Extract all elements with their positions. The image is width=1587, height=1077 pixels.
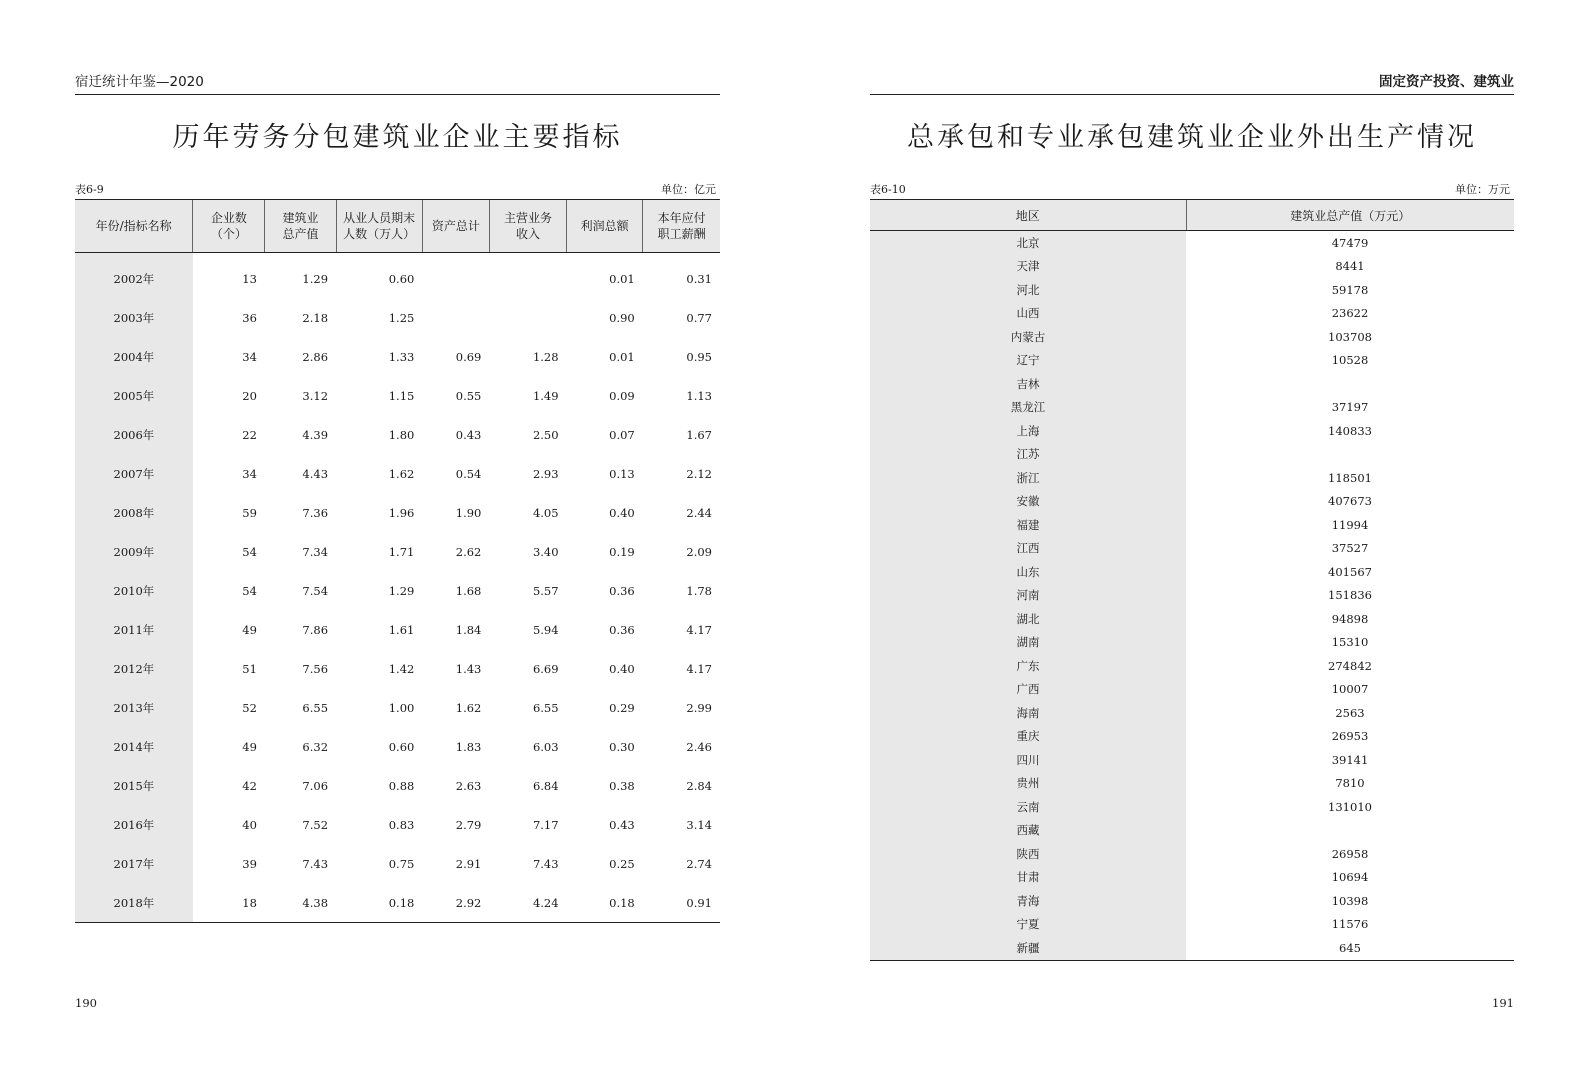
table-row <box>75 376 720 415</box>
table-row <box>870 419 1514 443</box>
value-cell: 40 <box>242 817 257 832</box>
value-cell: 2.12 <box>686 466 712 481</box>
value-cell: 3.40 <box>532 544 559 559</box>
value-cell: 1.80 <box>388 427 415 442</box>
value-cell: 1.62 <box>388 466 415 481</box>
value-cell: 1.28 <box>532 349 559 364</box>
value-cell: 1.71 <box>388 544 415 559</box>
region-cell: 浙江 <box>870 466 1186 490</box>
value-cell: 2.79 <box>455 817 482 832</box>
region-cell: 天津 <box>870 255 1186 279</box>
region-cell: 北京 <box>870 231 1186 255</box>
value-cell: 0.19 <box>609 544 635 559</box>
table-row <box>870 584 1514 608</box>
year-cell: 2008年 <box>75 493 193 532</box>
value-cell: 7.43 <box>302 856 329 871</box>
table-row <box>870 631 1514 655</box>
value-cell: 0.43 <box>609 817 635 832</box>
value-cell <box>1186 443 1514 467</box>
year-cell: 2010年 <box>75 571 193 610</box>
value-cell: 0.01 <box>609 349 635 364</box>
value-cell: 0.31 <box>686 271 712 286</box>
value-cell: 13 <box>242 271 257 286</box>
value-cell: 1.84 <box>455 622 482 637</box>
value-cell: 54 <box>242 544 257 559</box>
value-cell: 1.49 <box>532 388 559 403</box>
value-cell: 0.54 <box>455 466 482 481</box>
table-row <box>75 454 720 493</box>
value-cell: 22 <box>242 427 257 442</box>
value-cell: 8441 <box>1335 259 1365 274</box>
page-title-left: 历年劳务分包建筑业企业主要指标 <box>172 122 623 153</box>
region-cell: 西藏 <box>870 819 1186 843</box>
table-meta-left <box>75 183 720 199</box>
value-cell: 0.43 <box>455 427 482 442</box>
value-cell: 2.44 <box>686 505 712 520</box>
table-row <box>75 766 720 805</box>
page-number-left: 190 <box>75 996 97 1010</box>
table-row <box>75 571 720 610</box>
value-cell: 7.86 <box>302 622 329 637</box>
region-cell: 广东 <box>870 654 1186 678</box>
value-cell: 1.42 <box>388 661 415 676</box>
value-cell: 4.05 <box>532 505 559 520</box>
column-header: 主营业务 收入 <box>489 200 566 253</box>
value-cell: 4.43 <box>302 466 329 481</box>
value-cell: 6.69 <box>532 661 559 676</box>
value-cell: 0.36 <box>609 622 635 637</box>
value-cell: 0.60 <box>388 271 415 286</box>
value-cell: 0.83 <box>388 817 415 832</box>
value-cell: 34 <box>242 466 257 481</box>
region-cell: 内蒙古 <box>870 325 1186 349</box>
value-cell: 7.36 <box>302 505 329 520</box>
region-cell: 贵州 <box>870 772 1186 796</box>
value-cell: 6.32 <box>302 739 329 754</box>
table-number: 表6-9 <box>75 183 104 196</box>
value-cell: 5.94 <box>532 622 559 637</box>
year-cell: 2018年 <box>75 883 193 923</box>
value-cell: 37527 <box>1331 541 1369 556</box>
value-cell: 47479 <box>1331 235 1369 250</box>
value-cell: 4.17 <box>686 661 712 676</box>
column-header: 利润总额 <box>567 200 643 253</box>
value-cell: 0.30 <box>609 739 635 754</box>
value-cell: 0.77 <box>686 310 712 325</box>
table-row <box>870 302 1514 326</box>
region-cell: 江西 <box>870 537 1186 561</box>
value-cell: 5.57 <box>532 583 559 598</box>
table-row <box>870 795 1514 819</box>
value-cell: 7.17 <box>532 817 559 832</box>
value-cell: 2.46 <box>686 739 712 754</box>
value-cell: 54 <box>242 583 257 598</box>
value-cell: 0.01 <box>609 271 635 286</box>
value-cell <box>1186 819 1514 843</box>
region-cell: 江苏 <box>870 443 1186 467</box>
region-cell: 山西 <box>870 302 1186 326</box>
table-row <box>870 490 1514 514</box>
region-cell: 青海 <box>870 889 1186 913</box>
table-row <box>870 325 1514 349</box>
table-row <box>870 372 1514 396</box>
value-cell: 4.38 <box>265 883 336 923</box>
region-cell: 重庆 <box>870 725 1186 749</box>
table-row <box>870 913 1514 937</box>
value-cell: 131010 <box>1328 799 1372 814</box>
outbound-production-table <box>870 199 1514 961</box>
year-cell: 2003年 <box>75 298 193 337</box>
value-cell: 10398 <box>1331 893 1369 908</box>
labor-subcontract-table <box>75 199 720 923</box>
value-cell: 49 <box>242 622 257 637</box>
column-header: 年份/指标名称 <box>75 200 193 253</box>
table-row <box>870 936 1514 960</box>
table-row <box>870 396 1514 420</box>
table-row <box>870 349 1514 373</box>
value-cell: 3.12 <box>302 388 329 403</box>
value-cell: 2.74 <box>686 856 712 871</box>
table-row <box>75 727 720 766</box>
value-cell: 1.15 <box>388 388 415 403</box>
region-cell: 河北 <box>870 278 1186 302</box>
value-cell: 1.83 <box>455 739 482 754</box>
region-cell: 海南 <box>870 701 1186 725</box>
region-cell: 黑龙江 <box>870 396 1186 420</box>
value-cell: 0.88 <box>388 778 415 793</box>
value-cell: 1.62 <box>455 700 482 715</box>
value-cell: 4.39 <box>302 427 329 442</box>
running-head-right: 固定资产投资、建筑业 <box>870 74 1514 95</box>
value-cell: 26958 <box>1331 846 1369 861</box>
table-meta-right <box>870 183 1514 199</box>
value-cell <box>422 298 489 337</box>
value-cell: 2.93 <box>532 466 559 481</box>
region-cell: 上海 <box>870 419 1186 443</box>
region-cell: 安徽 <box>870 490 1186 514</box>
year-cell: 2015年 <box>75 766 193 805</box>
value-cell: 1.90 <box>455 505 482 520</box>
value-cell: 2.91 <box>455 856 482 871</box>
value-cell: 2.99 <box>686 700 712 715</box>
year-cell: 2005年 <box>75 376 193 415</box>
value-cell: 2.86 <box>302 349 329 364</box>
table-row <box>870 678 1514 702</box>
year-cell: 2013年 <box>75 688 193 727</box>
region-cell: 河南 <box>870 584 1186 608</box>
value-cell: 2.92 <box>422 883 489 923</box>
value-cell: 3.14 <box>686 817 712 832</box>
value-cell: 274842 <box>1328 658 1372 673</box>
value-cell: 34 <box>242 349 257 364</box>
value-cell: 36 <box>242 310 257 325</box>
value-cell: 94898 <box>1331 611 1369 626</box>
value-cell: 0.90 <box>609 310 635 325</box>
value-cell: 39 <box>242 856 257 871</box>
value-cell: 2.63 <box>455 778 482 793</box>
value-cell: 151836 <box>1328 588 1372 603</box>
value-cell: 0.36 <box>609 583 635 598</box>
value-cell: 51 <box>242 661 257 676</box>
right-page <box>870 0 1514 1077</box>
value-cell: 0.91 <box>643 883 720 923</box>
table-row <box>75 532 720 571</box>
region-cell: 吉林 <box>870 372 1186 396</box>
value-cell: 1.13 <box>686 388 712 403</box>
year-cell: 2012年 <box>75 649 193 688</box>
year-cell: 2007年 <box>75 454 193 493</box>
value-cell: 37197 <box>1331 400 1369 415</box>
value-cell: 0.07 <box>609 427 635 442</box>
region-cell: 陕西 <box>870 842 1186 866</box>
value-cell: 2.18 <box>302 310 329 325</box>
region-cell: 辽宁 <box>870 349 1186 373</box>
table-row <box>75 298 720 337</box>
table-row <box>870 725 1514 749</box>
value-cell <box>422 253 489 299</box>
page-number-right: 191 <box>1492 996 1514 1010</box>
table-row <box>75 337 720 376</box>
value-cell: 39141 <box>1331 752 1369 767</box>
year-cell: 2017年 <box>75 844 193 883</box>
value-cell: 0.40 <box>609 661 635 676</box>
value-cell: 11994 <box>1331 517 1369 532</box>
region-cell: 福建 <box>870 513 1186 537</box>
table-number: 表6-10 <box>870 183 906 196</box>
value-cell: 103708 <box>1328 329 1372 344</box>
table-row <box>870 231 1514 255</box>
table-row <box>870 654 1514 678</box>
year-cell: 2011年 <box>75 610 193 649</box>
value-cell: 7.06 <box>302 778 329 793</box>
table-row <box>870 607 1514 631</box>
page-title-right: 总承包和专业承包建筑业企业外出生产情况 <box>907 122 1477 153</box>
value-cell: 10007 <box>1331 682 1369 697</box>
value-cell: 7.43 <box>532 856 559 871</box>
table-row <box>75 493 720 532</box>
value-cell: 6.03 <box>532 739 559 754</box>
value-cell: 0.18 <box>567 883 643 923</box>
table-row <box>870 772 1514 796</box>
value-cell: 2.84 <box>686 778 712 793</box>
value-cell: 7.34 <box>302 544 329 559</box>
value-cell: 1.67 <box>686 427 712 442</box>
region-cell: 湖南 <box>870 631 1186 655</box>
table-row <box>75 688 720 727</box>
value-cell: 0.55 <box>455 388 482 403</box>
value-cell: 1.33 <box>388 349 415 364</box>
value-cell <box>1186 372 1514 396</box>
table-row <box>75 415 720 454</box>
value-cell: 26953 <box>1331 729 1369 744</box>
year-cell: 2009年 <box>75 532 193 571</box>
column-header: 资产总计 <box>422 200 489 253</box>
table-row <box>870 701 1514 725</box>
value-cell: 6.55 <box>532 700 559 715</box>
column-header: 建筑业总产值（万元） <box>1186 200 1514 231</box>
value-cell: 1.00 <box>388 700 415 715</box>
table-row <box>870 513 1514 537</box>
column-header: 建筑业 总产值 <box>265 200 336 253</box>
table-row <box>870 537 1514 561</box>
value-cell: 2563 <box>1335 705 1365 720</box>
value-cell: 1.78 <box>686 583 712 598</box>
value-cell: 1.29 <box>302 271 329 286</box>
table-unit: 单位：万元 <box>1455 183 1510 196</box>
left-page <box>75 0 720 1077</box>
region-cell: 云南 <box>870 795 1186 819</box>
table-row <box>870 866 1514 890</box>
year-cell: 2006年 <box>75 415 193 454</box>
table-row <box>75 649 720 688</box>
value-cell: 4.24 <box>489 883 566 923</box>
column-header: 本年应付 职工薪酬 <box>643 200 720 253</box>
region-cell: 湖北 <box>870 607 1186 631</box>
table-row <box>870 278 1514 302</box>
value-cell: 1.25 <box>388 310 415 325</box>
value-cell: 0.75 <box>388 856 415 871</box>
value-cell: 18 <box>193 883 265 923</box>
value-cell: 7.56 <box>302 661 329 676</box>
column-header: 地区 <box>870 200 1186 231</box>
column-header: 企业数 （个） <box>193 200 265 253</box>
value-cell: 20 <box>242 388 257 403</box>
region-cell: 广西 <box>870 678 1186 702</box>
value-cell: 2.62 <box>455 544 482 559</box>
year-cell: 2016年 <box>75 805 193 844</box>
value-cell <box>489 298 566 337</box>
table-row <box>75 610 720 649</box>
table-row <box>870 819 1514 843</box>
value-cell: 4.17 <box>686 622 712 637</box>
value-cell: 1.29 <box>388 583 415 598</box>
value-cell: 140833 <box>1328 423 1372 438</box>
value-cell: 7.54 <box>302 583 329 598</box>
value-cell: 0.09 <box>609 388 635 403</box>
value-cell: 0.69 <box>455 349 482 364</box>
value-cell: 59178 <box>1331 282 1369 297</box>
table-row <box>870 255 1514 279</box>
table-row <box>75 253 720 299</box>
value-cell: 15310 <box>1331 635 1369 650</box>
table-row <box>870 889 1514 913</box>
value-cell: 42 <box>242 778 257 793</box>
table-row <box>870 842 1514 866</box>
value-cell: 6.84 <box>532 778 559 793</box>
value-cell: 0.18 <box>336 883 422 923</box>
value-cell: 52 <box>242 700 257 715</box>
value-cell: 0.29 <box>609 700 635 715</box>
region-cell: 甘肃 <box>870 866 1186 890</box>
value-cell: 7.52 <box>302 817 329 832</box>
value-cell: 401567 <box>1328 564 1372 579</box>
value-cell: 1.43 <box>455 661 482 676</box>
value-cell: 645 <box>1186 936 1514 960</box>
value-cell: 0.38 <box>609 778 635 793</box>
value-cell: 1.96 <box>388 505 415 520</box>
year-cell: 2002年 <box>75 253 193 299</box>
value-cell: 49 <box>242 739 257 754</box>
year-cell: 2004年 <box>75 337 193 376</box>
value-cell: 1.61 <box>388 622 415 637</box>
value-cell: 6.55 <box>302 700 329 715</box>
year-cell: 2014年 <box>75 727 193 766</box>
table-unit: 单位：亿元 <box>661 183 716 196</box>
table-row <box>75 883 720 923</box>
value-cell: 10528 <box>1331 353 1369 368</box>
value-cell: 7810 <box>1335 776 1365 791</box>
table-row <box>870 466 1514 490</box>
value-cell: 11576 <box>1331 917 1369 932</box>
value-cell: 2.09 <box>686 544 712 559</box>
value-cell: 118501 <box>1328 470 1372 485</box>
table-row <box>870 560 1514 584</box>
value-cell: 407673 <box>1328 494 1372 509</box>
value-cell: 0.40 <box>609 505 635 520</box>
value-cell: 0.95 <box>686 349 712 364</box>
value-cell: 0.60 <box>388 739 415 754</box>
value-cell: 0.13 <box>609 466 635 481</box>
region-cell: 山东 <box>870 560 1186 584</box>
value-cell: 59 <box>242 505 257 520</box>
region-cell: 新疆 <box>870 936 1186 960</box>
column-header: 从业人员期末 人数（万人） <box>336 200 422 253</box>
table-row <box>870 443 1514 467</box>
value-cell: 2.50 <box>532 427 559 442</box>
table-row <box>75 805 720 844</box>
value-cell: 0.25 <box>609 856 635 871</box>
value-cell: 10694 <box>1331 870 1369 885</box>
running-head-left: 宿迁统计年鉴—2020 <box>75 74 720 95</box>
value-cell <box>489 253 566 299</box>
region-cell: 宁夏 <box>870 913 1186 937</box>
region-cell: 四川 <box>870 748 1186 772</box>
value-cell: 1.68 <box>455 583 482 598</box>
table-row <box>870 748 1514 772</box>
value-cell: 23622 <box>1331 306 1369 321</box>
table-row <box>75 844 720 883</box>
